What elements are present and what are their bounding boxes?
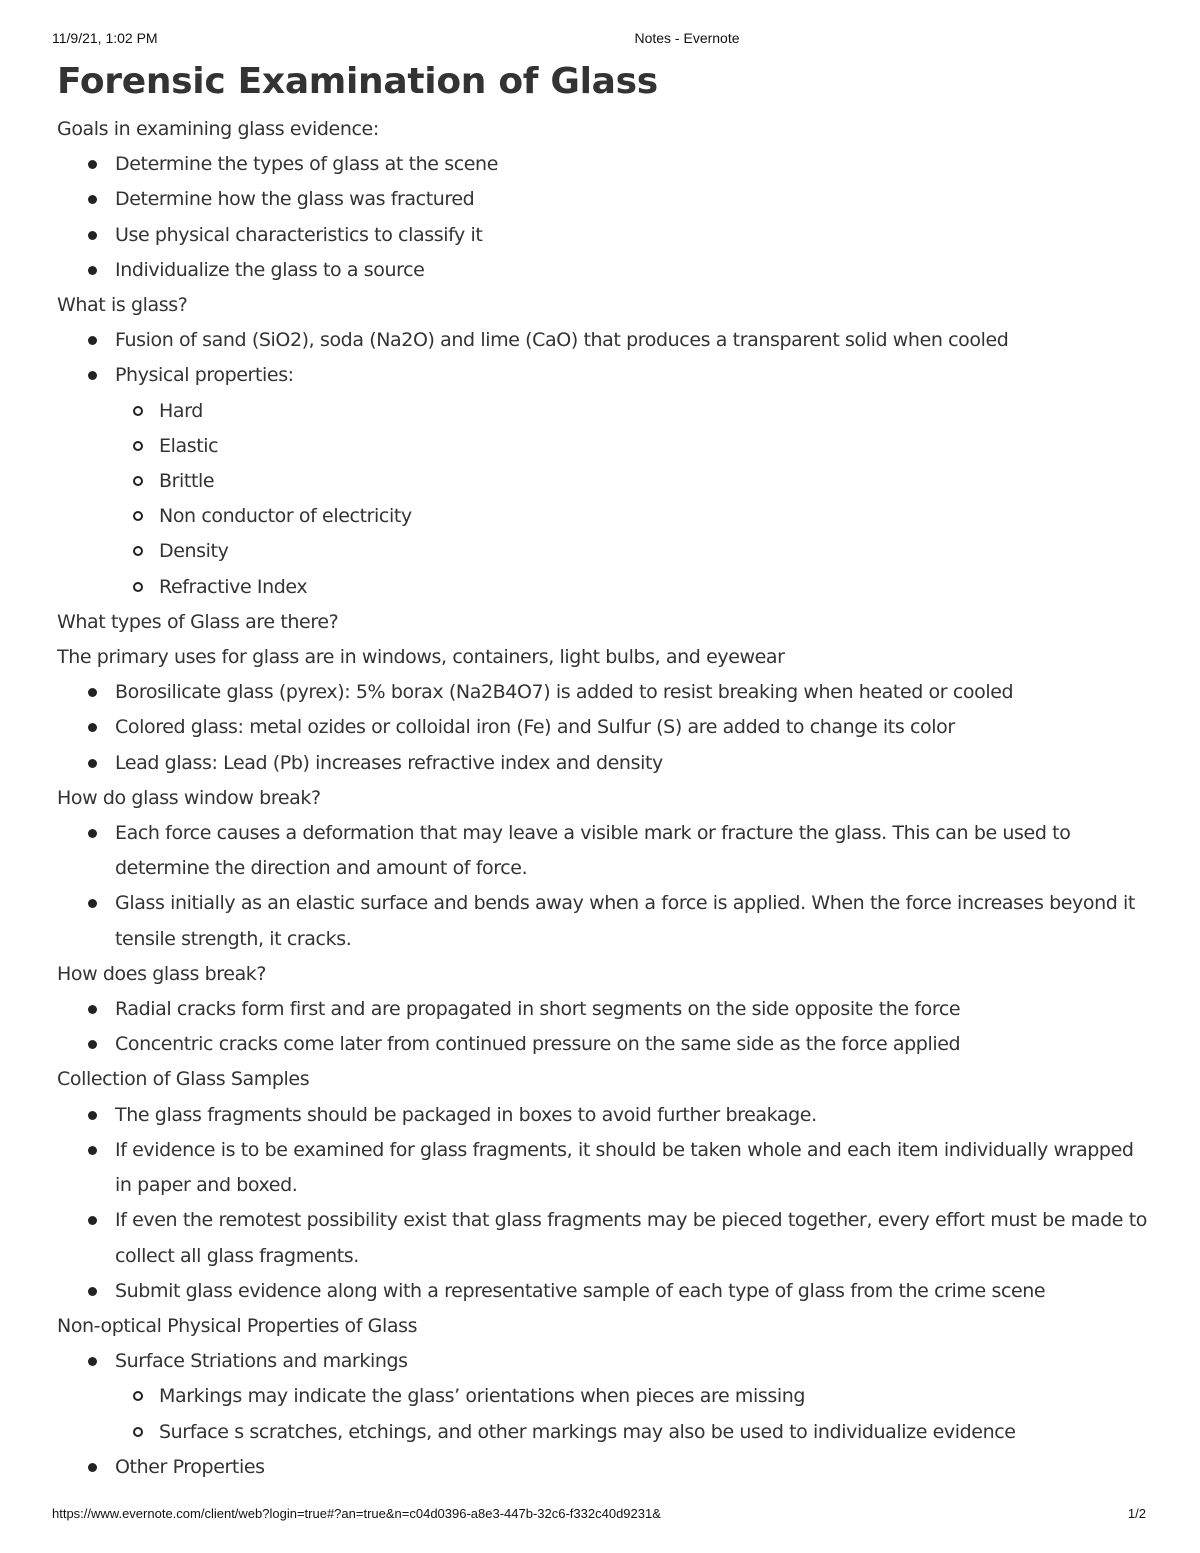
list-item: The glass fragments should be packaged in boxes to avoid further breakage. [57, 1098, 1147, 1133]
section-heading-what-is-glass: What is glass? [57, 294, 188, 317]
sub-list-item: Surface s scratches, etchings, and other markings may also be used to individualize evidence [115, 1415, 1147, 1450]
types-list [57, 675, 1147, 781]
section-heading-window-break: How do glass window break? [57, 786, 321, 809]
bullet-icon [88, 829, 97, 838]
bullet-icon [88, 266, 97, 275]
print-page-title: Notes - Evernote [634, 30, 740, 46]
types-intro: The primary uses for glass are in windows, containers, light bulbs, and eyewear [57, 646, 785, 669]
bullet-icon [88, 1463, 97, 1472]
bullet-icon [88, 231, 97, 240]
note-title: Forensic Examination of Glass [57, 61, 658, 102]
bullet-icon [88, 759, 97, 768]
list-item: Borosilicate glass (pyrex): 5% borax (Na2B4O7) is added to resist breaking when heated or cooled [57, 675, 1147, 710]
list-item: Concentric cracks come later from continued pressure on the same side as the force applied [57, 1027, 1147, 1062]
list-item: Individualize the glass to a source [57, 253, 1147, 288]
bullet-icon [88, 1287, 97, 1296]
bullet-icon [88, 723, 97, 732]
hollow-bullet-icon [133, 582, 143, 592]
sub-list-item: Refractive Index [115, 570, 1147, 605]
collection-list [57, 1098, 1147, 1309]
sub-list-item: Brittle [115, 464, 1147, 499]
sub-list-item: Markings may indicate the glass’ orientations when pieces are missing [115, 1379, 1147, 1414]
glass-break-list [57, 992, 1147, 1062]
section-heading-goals: Goals in examining glass evidence: [57, 118, 379, 140]
goals-list [57, 147, 1147, 288]
bullet-icon [88, 195, 97, 204]
bullet-icon [88, 899, 97, 908]
hollow-bullet-icon [133, 406, 143, 416]
section-heading-glass-break: How does glass break? [57, 962, 267, 985]
hollow-bullet-icon [133, 1427, 143, 1437]
list-item: Submit glass evidence along with a representative sample of each type of glass from the crime scene [57, 1274, 1147, 1309]
bullet-icon [88, 336, 97, 345]
bullet-icon [88, 1357, 97, 1366]
list-item: Colored glass: metal ozides or colloidal iron (Fe) and Sulfur (S) are added to change its color [57, 710, 1147, 745]
hollow-bullet-icon [133, 476, 143, 486]
list-item: Surface Striations and markings Markings may indicate the glass’ orientations when pieces are missing Surface s scratches, etchings, and other markings may also be used to individualize evidence [57, 1344, 1147, 1450]
hollow-bullet-icon [133, 441, 143, 451]
bullet-icon [88, 688, 97, 697]
list-item: Radial cracks form first and are propagated in short segments on the side opposite the force [57, 992, 1147, 1027]
list-item: Determine the types of glass at the scene [57, 147, 1147, 182]
list-item: If even the remotest possibility exist that glass fragments may be pieced together, every effort must be made to collect all glass fragments. [57, 1203, 1147, 1273]
list-item: Glass initially as an elastic surface and bends away when a force is applied. When the force increases beyond it tensile strength, it cracks. [57, 886, 1147, 956]
bullet-icon [88, 1040, 97, 1049]
print-url: https://www.evernote.com/client/web?login=true#?an=true&n=c04d0396-a8e3-447b-32c6-f332c40d9231& [52, 1506, 661, 1521]
list-item: Physical properties: Hard Elastic Brittle Non conductor of electricity Density Refractive Index [57, 358, 1147, 604]
section-heading-types: What types of Glass are there? [57, 610, 339, 633]
hollow-bullet-icon [133, 511, 143, 521]
window-break-list [57, 816, 1147, 957]
hollow-bullet-icon [133, 546, 143, 556]
physical-properties-list [115, 394, 1147, 605]
bullet-icon [88, 1146, 97, 1155]
print-footer [0, 1506, 1200, 1526]
sub-list-item: Elastic [115, 429, 1147, 464]
section-heading-non-optical: Non-optical Physical Properties of Glass [57, 1314, 418, 1337]
sub-list-item: Density [115, 534, 1147, 569]
section-heading-collection: Collection of Glass Samples [57, 1068, 310, 1091]
list-item: Lead glass: Lead (Pb) increases refractive index and density [57, 746, 1147, 781]
sub-list-item: Non conductor of electricity [115, 499, 1147, 534]
print-header [0, 30, 1200, 50]
list-item: Fusion of sand (SiO2), soda (Na2O) and lime (CaO) that produces a transparent solid when cooled [57, 323, 1147, 358]
sub-list-item: Hard [115, 394, 1147, 429]
what-is-glass-list [57, 323, 1147, 605]
bullet-icon [88, 160, 97, 169]
list-item: Each force causes a deformation that may leave a visible mark or fracture the glass. This can be used to determine the direction and amount of force. [57, 816, 1147, 886]
list-item: If evidence is to be examined for glass fragments, it should be taken whole and each item individually wrapped in paper and boxed. [57, 1133, 1147, 1203]
list-item: Other Properties [57, 1450, 1147, 1485]
list-item: Determine how the glass was fractured [57, 182, 1147, 217]
note-content [57, 58, 1147, 1485]
print-page-number: 1/2 [1127, 1506, 1146, 1521]
bullet-icon [88, 1111, 97, 1120]
list-item: Use physical characteristics to classify it [57, 218, 1147, 253]
non-optical-list [57, 1344, 1147, 1485]
bullet-icon [88, 371, 97, 380]
markings-list [115, 1379, 1147, 1449]
bullet-icon [88, 1216, 97, 1225]
print-datetime: 11/9/21, 1:02 PM [52, 30, 158, 46]
hollow-bullet-icon [133, 1391, 143, 1401]
bullet-icon [88, 1005, 97, 1014]
